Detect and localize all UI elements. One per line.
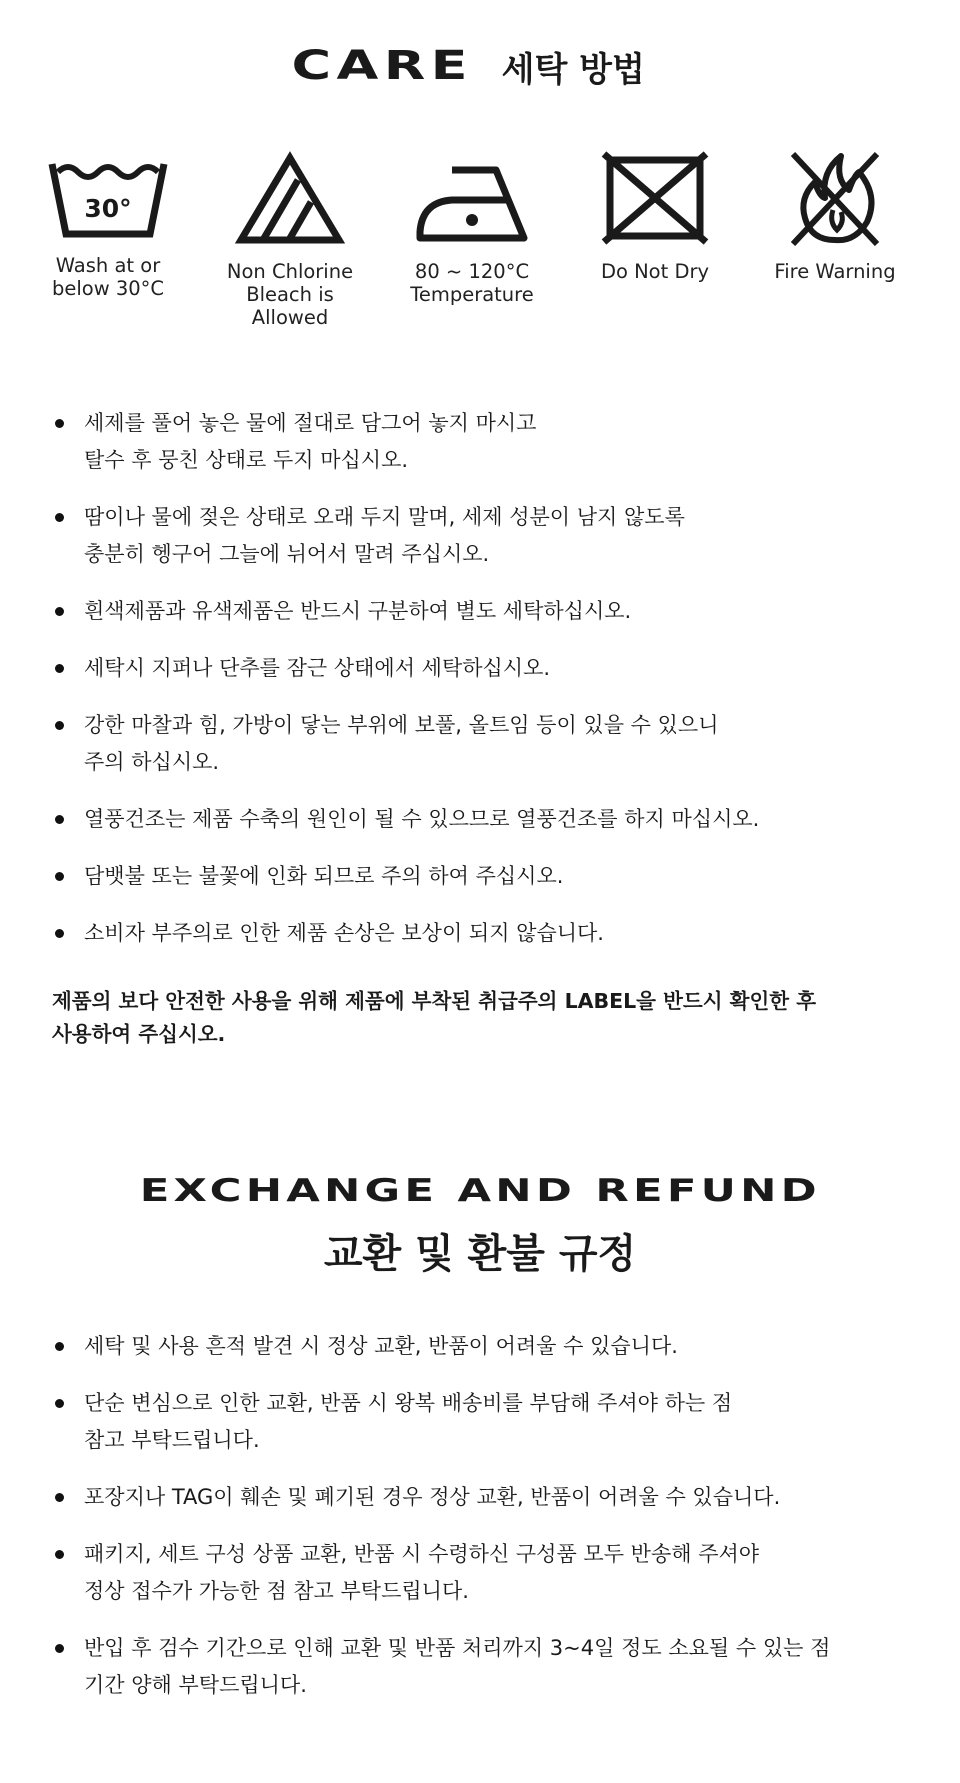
exchange-title-ko: 교환 및 환불 규정 [323, 1231, 637, 1277]
list-item: 강한 마찰과 힘, 가방이 닿는 부위에 보풀, 올트임 등이 있을 수 있으니 주의 하십시오. [52, 707, 912, 781]
list-item: 세탁 및 사용 흔적 발견 시 정상 교환, 반품이 어려울 수 있습니다. [52, 1328, 912, 1365]
do-not-dry-icon [600, 150, 710, 246]
list-item: 세탁시 지퍼나 단추를 잠근 상태에서 세탁하십시오. [52, 650, 912, 687]
care-label-iron: 80 ~ 120°C Temperature [410, 260, 534, 306]
care-notice: 제품의 보다 안전한 사용을 위해 제품에 부착된 취급주의 LABEL을 반드시 확인한 후 사용하여 주십시오. [52, 989, 817, 1046]
exchange-title [0, 1173, 960, 1209]
care-icons-row [0, 150, 960, 360]
list-item: 소비자 부주의로 인한 제품 손상은 보상이 되지 않습니다. [52, 915, 912, 952]
exchange-title-en: EXCHANGE AND REFUND [139, 1173, 821, 1209]
wash-30-icon [48, 150, 168, 240]
wash-temp-label: 30° [84, 194, 132, 223]
care-item-iron [387, 150, 557, 306]
list-item: 열풍건조는 제품 수축의 원인이 될 수 있으므로 열풍건조를 하지 마십시오. [52, 801, 912, 838]
list-item: 반입 후 검수 기간으로 인해 교환 및 반품 처리까지 3~4일 정도 소요될 수 있는 점 기간 양해 부탁드립니다. [52, 1630, 912, 1704]
care-item-fire [750, 150, 920, 283]
care-item-do-not-dry [570, 150, 740, 283]
list-item: 땀이나 물에 젖은 상태로 오래 두지 말며, 세제 성분이 남지 않도록 충분히 헹구어 그늘에 뉘어서 말려 주십시오. [52, 499, 912, 573]
care-label-wash: Wash at or below 30°C [51, 254, 165, 300]
care-instructions-list [52, 405, 912, 972]
list-item: 세제를 풀어 놓은 물에 절대로 담그어 놓지 마시고 탈수 후 뭉친 상태로 두지 마십시오. [52, 405, 912, 479]
exchange-policy-list [52, 1328, 912, 1724]
care-title-ko: 세탁 방법 [501, 49, 645, 90]
care-title [0, 42, 960, 90]
non-chlorine-bleach-icon [235, 150, 345, 246]
list-item: 포장지나 TAG이 훼손 및 폐기된 경우 정상 교환, 반품이 어려울 수 있습니다. [52, 1479, 912, 1516]
care-label-bleach: Non Chlorine Bleach is Allowed [226, 260, 354, 329]
care-item-bleach [205, 150, 375, 329]
list-item: 패키지, 세트 구성 상품 교환, 반품 시 수령하신 구성품 모두 반송해 주셔야 정상 접수가 가능한 점 참고 부탁드립니다. [52, 1536, 912, 1610]
fire-warning-icon [785, 150, 885, 246]
care-label-do-not-dry: Do Not Dry [600, 260, 710, 283]
iron-icon [412, 150, 532, 246]
care-label-fire: Fire Warning [774, 260, 896, 283]
list-item: 흰색제품과 유색제품은 반드시 구분하여 별도 세탁하십시오. [52, 593, 912, 630]
care-title-en: CARE [291, 43, 474, 89]
list-item: 담뱃불 또는 불꽃에 인화 되므로 주의 하여 주십시오. [52, 858, 912, 895]
list-item: 단순 변심으로 인한 교환, 반품 시 왕복 배송비를 부담해 주셔야 하는 점 참고 부탁드립니다. [52, 1385, 912, 1459]
care-item-wash [23, 150, 193, 300]
